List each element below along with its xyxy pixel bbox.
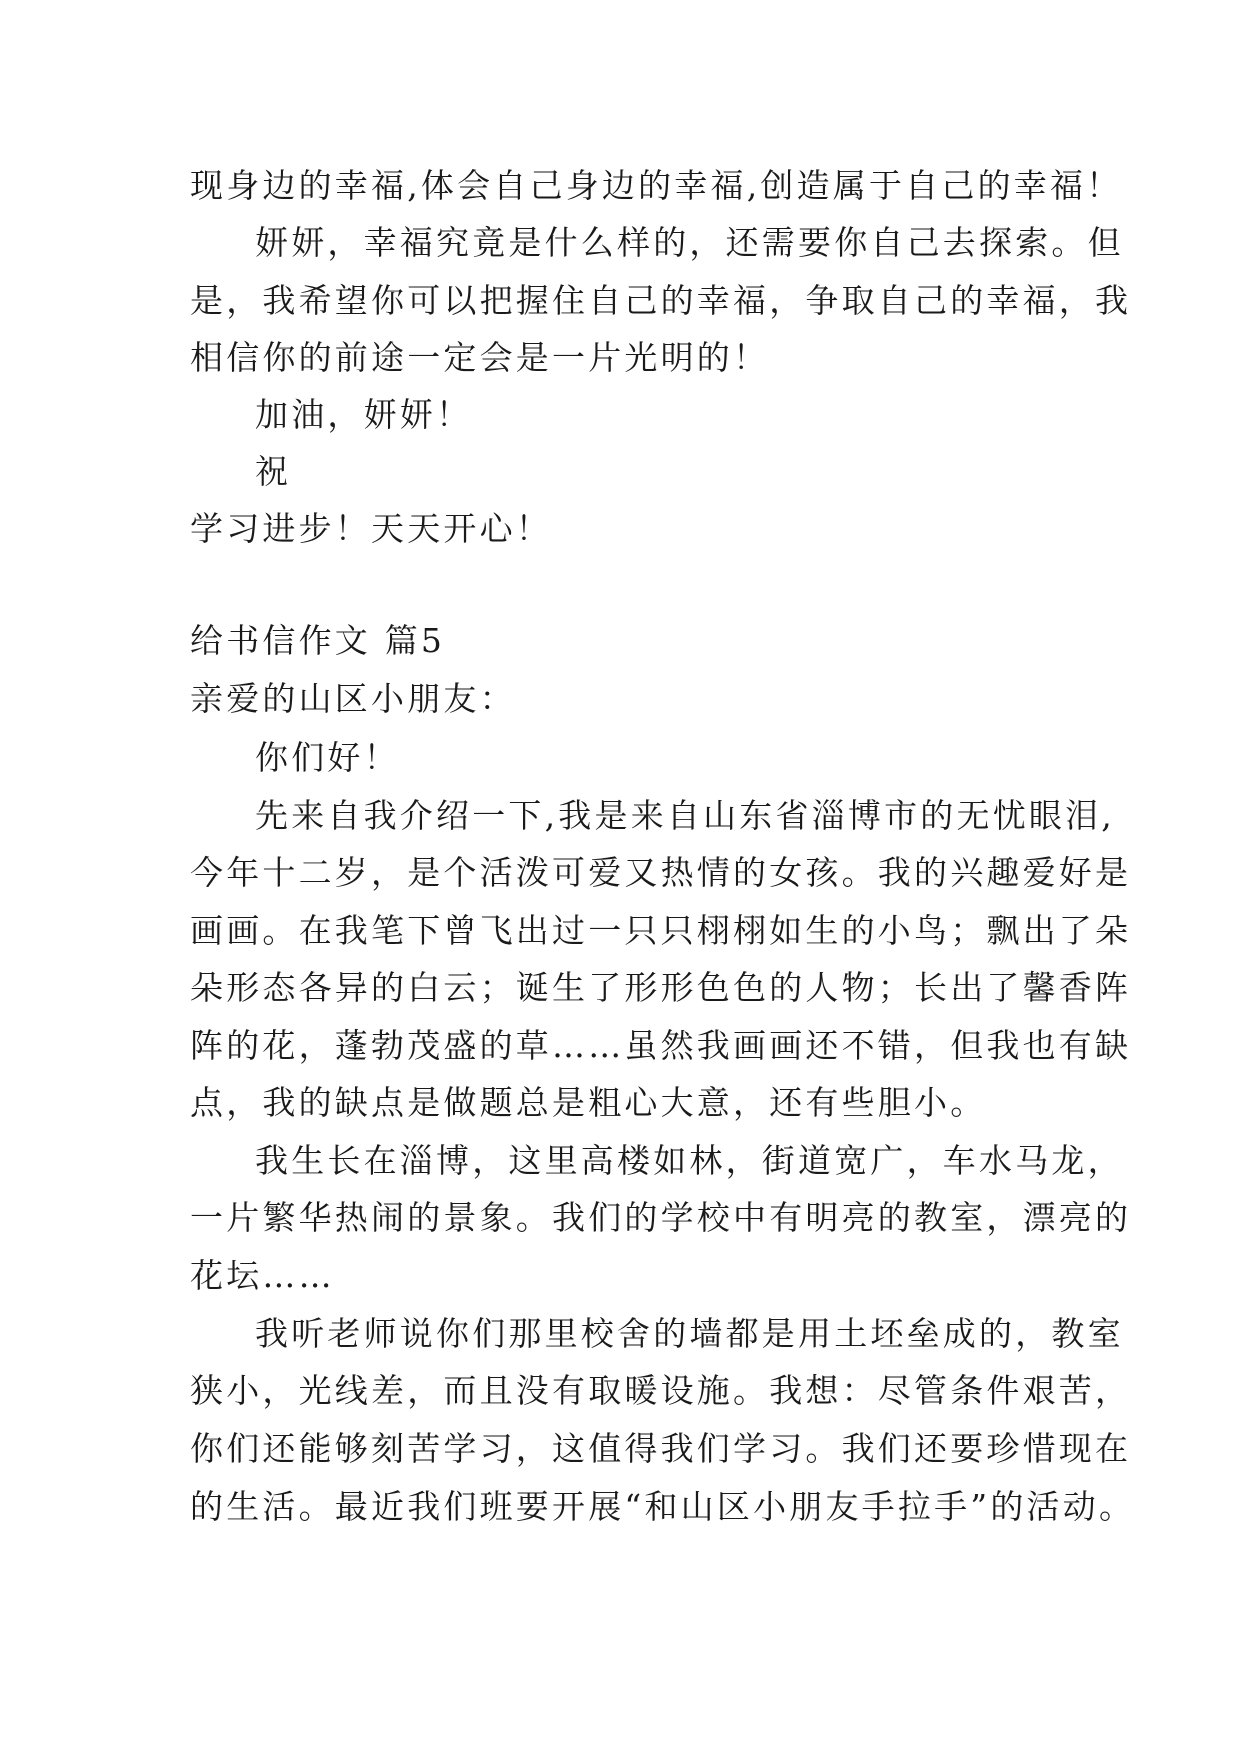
paragraph-line: 我生长在淄博，这里高楼如林，街道宽广，车水马龙， (255, 1141, 1124, 1180)
paragraph-line: 加油，妍妍！ (255, 395, 473, 434)
paragraph-line: 先来自我介绍一下,我是来自山东省淄博市的无忧眼泪, (255, 796, 1115, 835)
paragraph-line: 妍妍，幸福究竟是什么样的，还需要你自己去探索。但 (255, 223, 1124, 262)
paragraph-line: 是，我希望你可以把握住自己的幸福，争取自己的幸福，我 (190, 281, 1132, 320)
paragraph-line: 狭小，光线差，而且没有取暖设施。我想：尽管条件艰苦， (190, 1371, 1132, 1410)
paragraph-line: 点，我的缺点是做题总是粗心大意，还有些胆小。 (190, 1083, 987, 1122)
paragraph-line: 相信你的前途一定会是一片光明的！ (190, 338, 770, 377)
paragraph-line: 花坛…… (190, 1256, 335, 1295)
paragraph-line: 朵形态各异的白云；诞生了形形色色的人物；长出了馨香阵 (190, 968, 1132, 1007)
closing-wish: 学习进步！天天开心！ (190, 509, 552, 548)
paragraph-line: 画画。在我笔下曾飞出过一只只栩栩如生的小鸟；飘出了朵 (190, 911, 1132, 950)
paragraph-line: 一片繁华热闹的景象。我们的学校中有明亮的教室，漂亮的 (190, 1198, 1132, 1237)
paragraph-line: 现身边的幸福,体会自己身边的幸福,创造属于自己的幸福！ (190, 166, 1123, 205)
letter-greeting: 亲爱的山区小朋友： (190, 679, 516, 718)
paragraph-line: 阵的花，蓬勃茂盛的草……虽然我画画还不错，但我也有缺 (190, 1026, 1132, 1065)
paragraph-line: 你们还能够刻苦学习，这值得我们学习。我们还要珍惜现在 (190, 1429, 1132, 1468)
paragraph-line: 的生活。最近我们班要开展“和山区小朋友手拉手”的活动。 (190, 1487, 1136, 1526)
paragraph-line: 今年十二岁，是个活泼可爱又热情的女孩。我的兴趣爱好是 (190, 853, 1132, 892)
section-heading: 给书信作文 篇5 (190, 621, 446, 660)
closing-salutation: 祝 (255, 452, 292, 491)
paragraph-line: 我听老师说你们那里校舍的墙都是用土坯垒成的，教室 (255, 1314, 1124, 1353)
paragraph-line: 你们好！ (255, 738, 400, 777)
